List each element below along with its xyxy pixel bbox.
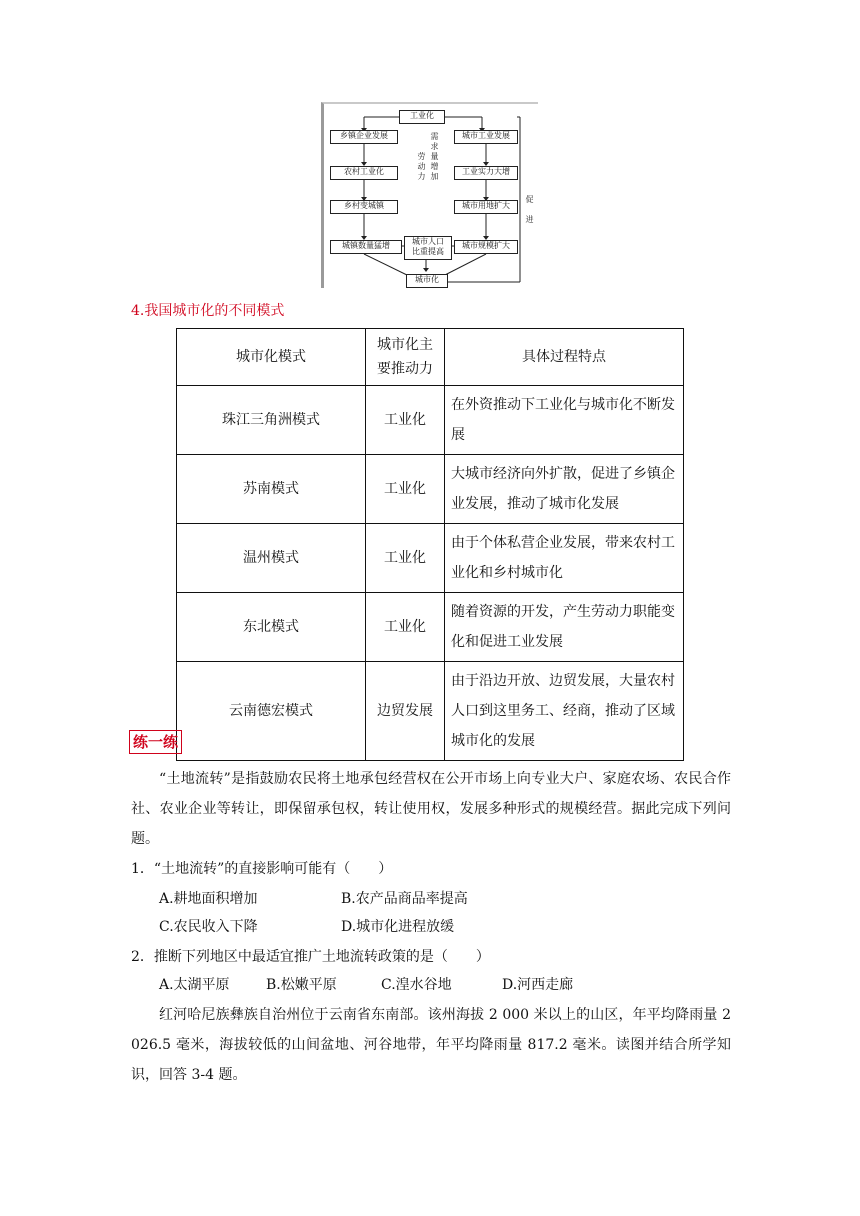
question-2-option-b: B.松嫩平原: [266, 977, 337, 993]
flow-box-industrialization: 工业化: [399, 110, 445, 124]
context-paragraph: 红河哈尼族彝族自治州位于云南省东南部。该州海拔 2 000 米以上的山区，年平均降雨量 2 026.5 毫米，海拔较低的山间盆地、河谷地带，年平均降雨量 817.2 毫米。读图并结合所学知识，回答 3-4 题。: [131, 1007, 731, 1083]
flow-box-right-4: 城市规模扩大: [454, 240, 518, 254]
table-cell: 珠江三角洲模式: [177, 386, 366, 455]
question-1-option-c: C.农民收入下降: [159, 919, 258, 935]
flow-box-middle: [404, 236, 452, 260]
flow-box-right-2: 工业实力大增: [454, 166, 518, 180]
table-header-cell: 城市化模式: [177, 329, 366, 386]
question-2-option-a: A.太湖平原: [159, 977, 230, 993]
table-cell: 由于沿边开放、边贸发展，大量农村人口到这里务工、经商，推动了区域城市化的发展: [445, 662, 684, 761]
table-cell: 工业化: [366, 524, 445, 593]
table-cell: 温州模式: [177, 524, 366, 593]
table-row: [177, 593, 684, 662]
question-2-stem: 2．推断下列地区中最适宜推广土地流转政策的是（ ）: [131, 949, 490, 965]
flow-box-left-2: 农村工业化: [330, 166, 398, 180]
flow-box-left-3: 乡村变城镇: [330, 200, 398, 214]
flow-label-labor: 劳动力: [417, 152, 426, 181]
table-row: [177, 455, 684, 524]
table-cell: 随着资源的开发，产生劳动力职能变化和促进工业发展: [445, 593, 684, 662]
urbanization-modes-table: [176, 328, 684, 761]
table-header-row: [177, 329, 684, 386]
table-cell: 边贸发展: [366, 662, 445, 761]
question-1-stem: 1．“土地流转”的直接影响可能有（ ）: [131, 861, 393, 877]
flow-box-left-4: 城镇数量猛增: [330, 240, 402, 254]
flow-box-urbanization: 城市化: [406, 274, 448, 288]
table-cell: 由于个体私营企业发展，带来农村工业化和乡村城市化: [445, 524, 684, 593]
table-cell: 东北模式: [177, 593, 366, 662]
table-cell: 工业化: [366, 386, 445, 455]
section-title: 4.我国城市化的不同模式: [131, 303, 285, 319]
flow-box-middle-line-2: 比重提高: [412, 247, 444, 256]
practice-heading: 练一练: [129, 730, 182, 754]
urbanization-flowchart: [321, 102, 538, 288]
table-header-cell: 城市化主要推动力: [366, 329, 445, 386]
flow-box-left-1: 乡镇企业发展: [330, 130, 398, 144]
table-cell: 云南德宏模式: [177, 662, 366, 761]
table-cell: 工业化: [366, 455, 445, 524]
table-cell: 在外资推动下工业化与城市化不断发展: [445, 386, 684, 455]
flow-label-promote: 促进: [525, 195, 534, 224]
table-header-cell: 具体过程特点: [445, 329, 684, 386]
table-row: [177, 524, 684, 593]
flow-label-demand: 需求量增加: [430, 132, 439, 181]
practice-intro-paragraph: “土地流转”是指鼓励农民将土地承包经营权在公开市场上向专业大户、家庭农场、农民合作社、农业企业等转让，即保留承包权，转让使用权，发展多种形式的规模经营。据此完成下列问题。: [131, 771, 731, 847]
table-cell: 大城市经济向外扩散，促进了乡镇企业发展，推动了城市化发展: [445, 455, 684, 524]
question-1-option-d: D.城市化进程放缓: [341, 919, 455, 935]
table-cell: 工业化: [366, 593, 445, 662]
flow-box-middle-line-1: 城市人口: [412, 237, 444, 246]
question-1-option-a: A.耕地面积增加: [159, 891, 258, 907]
flow-box-right-3: 城市用地扩大: [454, 200, 518, 214]
table-row: [177, 662, 684, 761]
table-row: [177, 386, 684, 455]
table-cell: 苏南模式: [177, 455, 366, 524]
flow-box-right-1: 城市工业发展: [454, 130, 518, 144]
question-2-option-d: D.河西走廊: [502, 977, 574, 993]
question-1-option-b: B.农产品商品率提高: [341, 891, 468, 907]
question-2-option-c: C.湟水谷地: [381, 977, 452, 993]
